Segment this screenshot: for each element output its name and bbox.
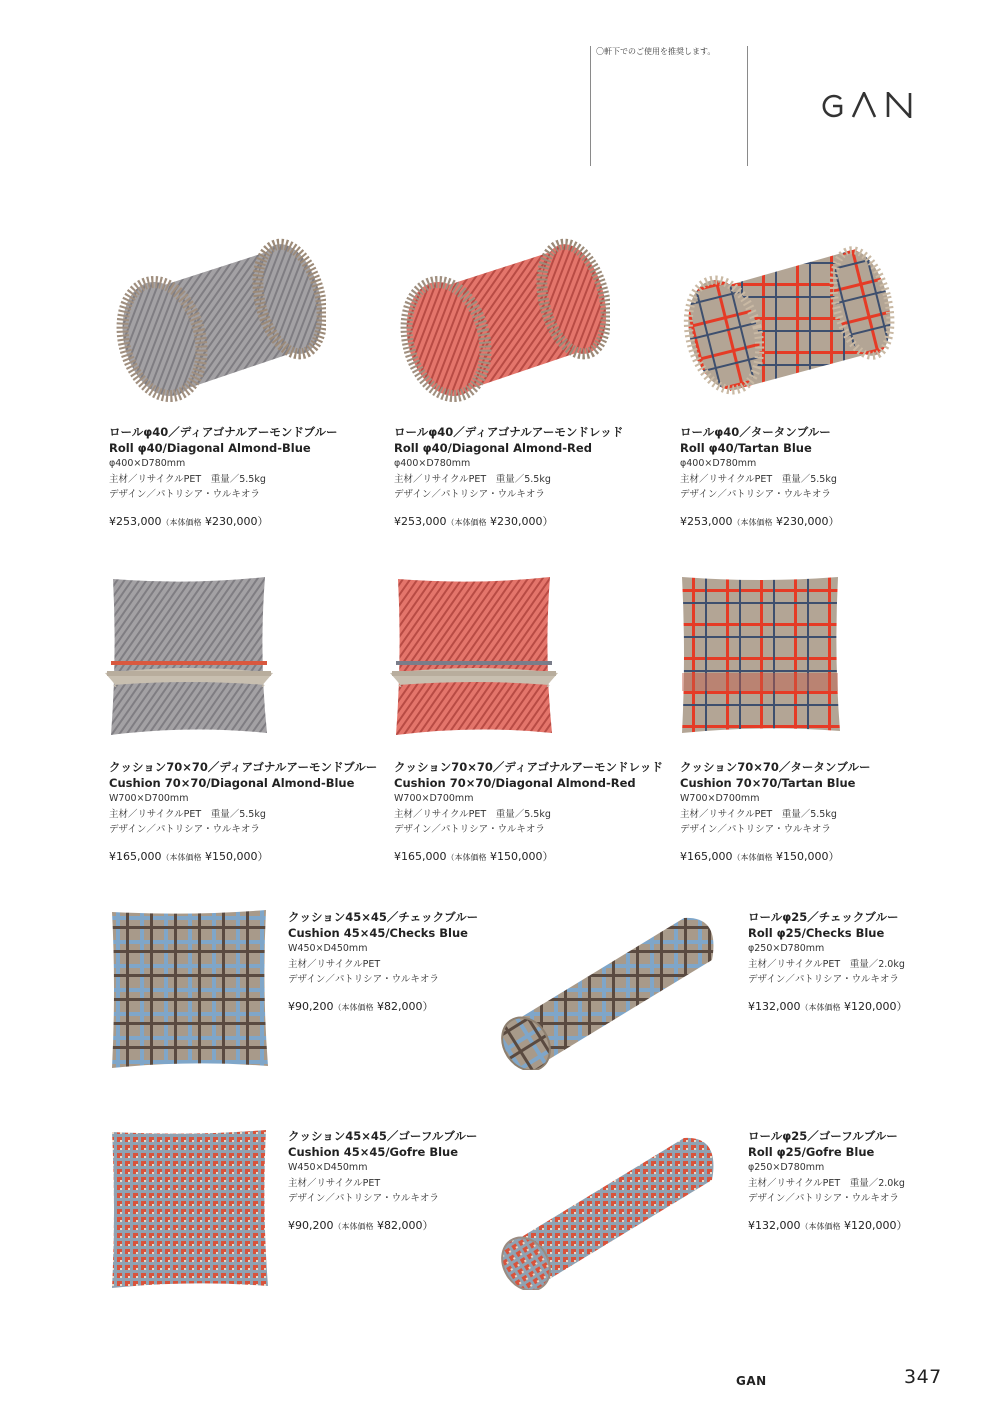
- base-price-label: （本体価格: [732, 852, 773, 862]
- product-name-jp: クッション45×45／ゴーフルブルー: [288, 1129, 478, 1143]
- product-designer: デザイン／パトリシア・ウルキオラ: [394, 489, 545, 500]
- product-material: 主材／リサイクルPET 重量／5.5kg: [109, 473, 266, 485]
- product-material: 主材／リサイクルPET 重量／5.5kg: [109, 808, 266, 820]
- product-info-cushion70-almond-red: [394, 760, 674, 864]
- base-price-label: （本体価格: [446, 852, 487, 862]
- price-value: ¥253,000: [394, 514, 447, 528]
- product-image-cushion70-almond-blue: [105, 575, 275, 737]
- product-price: [394, 848, 674, 864]
- product-dimensions: φ400×D780mm: [109, 458, 186, 469]
- product-name-jp: クッション70×70／ディアゴナルアーモンドレッド: [394, 760, 663, 774]
- price-value: ¥253,000: [109, 514, 162, 528]
- product-name-en: Cushion 70×70/Diagonal Almond-Blue: [109, 776, 355, 790]
- product-dimensions: φ400×D780mm: [394, 458, 471, 469]
- product-price: [109, 848, 389, 864]
- product-name-en: Roll φ40/Diagonal Almond-Blue: [109, 441, 311, 455]
- base-price-value: ¥82,000）: [377, 1218, 434, 1232]
- product-material: 主材／リサイクルPET 重量／5.5kg: [680, 473, 837, 485]
- product-info-roll25-gofre-blue: [748, 1129, 1000, 1233]
- product-info-cushion45-gofre-blue: [288, 1129, 568, 1233]
- product-image-roll40-tartan-blue: [680, 235, 896, 405]
- product-price: [109, 513, 389, 529]
- product-image-cushion70-tartan-blue: [678, 575, 844, 737]
- base-price-value: ¥120,000）: [844, 1218, 908, 1232]
- base-price-label: （本体価格: [732, 517, 773, 527]
- product-info-cushion70-tartan-blue: [680, 760, 960, 864]
- product-price: [748, 1217, 1000, 1233]
- product-price: [680, 513, 960, 529]
- base-price-label: （本体価格: [800, 1002, 841, 1012]
- product-designer: デザイン／パトリシア・ウルキオラ: [680, 824, 831, 835]
- price-value: ¥132,000: [748, 1218, 801, 1232]
- base-price-value: ¥150,000）: [205, 849, 269, 863]
- product-name-jp: ロールφ40／ディアゴナルアーモンドレッド: [394, 425, 624, 439]
- product-material: 主材／リサイクルPET: [288, 1177, 381, 1189]
- product-info-roll40-almond-red: [394, 425, 674, 529]
- price-value: ¥165,000: [394, 849, 447, 863]
- base-price-value: ¥82,000）: [377, 999, 434, 1013]
- base-price-value: ¥230,000）: [205, 514, 269, 528]
- product-designer: デザイン／パトリシア・ウルキオラ: [109, 489, 260, 500]
- product-name-en: Roll φ25/Gofre Blue: [748, 1145, 875, 1159]
- product-material: 主材／リサイクルPET: [288, 958, 381, 970]
- base-price-value: ¥120,000）: [844, 999, 908, 1013]
- base-price-label: （本体価格: [446, 517, 487, 527]
- product-dimensions: W450×D450mm: [288, 943, 368, 954]
- product-name-jp: ロールφ40／タータンブルー: [680, 425, 831, 439]
- header-divider-left: [590, 46, 591, 166]
- product-name-jp: ロールφ25／ゴーフルブルー: [748, 1129, 898, 1143]
- product-info-roll25-checks-blue: [748, 910, 1000, 1014]
- product-price: [394, 513, 674, 529]
- product-name-jp: クッション45×45／チェックブルー: [288, 910, 479, 924]
- product-price: [680, 848, 960, 864]
- product-info-roll40-tartan-blue: [680, 425, 960, 529]
- product-name-en: Roll φ40/Diagonal Almond-Red: [394, 441, 592, 455]
- product-name-en: Cushion 70×70/Tartan Blue: [680, 776, 856, 790]
- product-designer: デザイン／パトリシア・ウルキオラ: [288, 974, 439, 985]
- product-designer: デザイン／パトリシア・ウルキオラ: [748, 974, 899, 985]
- product-price: [288, 1217, 568, 1233]
- price-value: ¥165,000: [680, 849, 733, 863]
- product-designer: デザイン／パトリシア・ウルキオラ: [680, 489, 831, 500]
- product-name-en: Roll φ40/Tartan Blue: [680, 441, 812, 455]
- product-designer: デザイン／パトリシア・ウルキオラ: [748, 1193, 899, 1204]
- price-value: ¥132,000: [748, 999, 801, 1013]
- base-price-value: ¥230,000）: [490, 514, 554, 528]
- base-price-label: （本体価格: [800, 1221, 841, 1231]
- product-name-jp: クッション70×70／ディアゴナルアーモンドブルー: [109, 760, 378, 774]
- product-name-jp: ロールφ25／チェックブルー: [748, 910, 899, 924]
- product-dimensions: φ250×D780mm: [748, 1162, 825, 1173]
- product-dimensions: φ250×D780mm: [748, 943, 825, 954]
- product-name-en: Cushion 70×70/Diagonal Almond-Red: [394, 776, 636, 790]
- product-name-en: Roll φ25/Checks Blue: [748, 926, 885, 940]
- base-price-label: （本体価格: [333, 1221, 374, 1231]
- product-info-roll40-almond-blue: [109, 425, 389, 529]
- product-material: 主材／リサイクルPET 重量／2.0kg: [748, 1177, 905, 1189]
- product-image-cushion45-checks-blue: [108, 908, 272, 1070]
- product-image-roll40-almond-red: [394, 235, 610, 405]
- product-dimensions: W700×D700mm: [680, 793, 760, 804]
- product-name-en: Cushion 45×45/Gofre Blue: [288, 1145, 459, 1159]
- header-divider-right: [747, 46, 748, 166]
- base-price-value: ¥150,000）: [776, 849, 840, 863]
- gan-logo: [820, 92, 916, 122]
- product-material: 主材／リサイクルPET 重量／5.5kg: [394, 473, 551, 485]
- product-designer: デザイン／パトリシア・ウルキオラ: [109, 824, 260, 835]
- product-material: 主材／リサイクルPET 重量／2.0kg: [748, 958, 905, 970]
- base-price-label: （本体価格: [161, 517, 202, 527]
- product-designer: デザイン／パトリシア・ウルキオラ: [288, 1193, 439, 1204]
- product-material: 主材／リサイクルPET 重量／5.5kg: [394, 808, 551, 820]
- product-dimensions: W700×D700mm: [394, 793, 474, 804]
- product-dimensions: W450×D450mm: [288, 1162, 368, 1173]
- base-price-label: （本体価格: [333, 1002, 374, 1012]
- base-price-value: ¥150,000）: [490, 849, 554, 863]
- product-dimensions: φ400×D780mm: [680, 458, 757, 469]
- product-image-cushion70-almond-red: [390, 575, 560, 737]
- price-value: ¥90,200: [288, 999, 334, 1013]
- product-info-cushion45-checks-blue: [288, 910, 568, 1014]
- product-name-jp: ロールφ40／ディアゴナルアーモンドブルー: [109, 425, 338, 439]
- base-price-label: （本体価格: [161, 852, 202, 862]
- footer-brand: GAN: [736, 1374, 767, 1388]
- product-image-cushion45-gofre-blue: [108, 1128, 272, 1290]
- price-value: ¥253,000: [680, 514, 733, 528]
- product-price: [288, 998, 568, 1014]
- product-name-jp: クッション70×70／タータンブルー: [680, 760, 871, 774]
- product-designer: デザイン／パトリシア・ウルキオラ: [394, 824, 545, 835]
- product-name-en: Cushion 45×45/Checks Blue: [288, 926, 468, 940]
- price-value: ¥165,000: [109, 849, 162, 863]
- product-image-roll40-almond-blue: [110, 235, 326, 405]
- product-info-cushion70-almond-blue: [109, 760, 389, 864]
- product-price: [748, 998, 1000, 1014]
- product-material: 主材／リサイクルPET 重量／5.5kg: [680, 808, 837, 820]
- page-number: 347: [904, 1366, 942, 1388]
- usage-note: 〇軒下でのご使用を推奨します。: [596, 47, 716, 56]
- price-value: ¥90,200: [288, 1218, 334, 1232]
- product-dimensions: W700×D700mm: [109, 793, 189, 804]
- base-price-value: ¥230,000）: [776, 514, 840, 528]
